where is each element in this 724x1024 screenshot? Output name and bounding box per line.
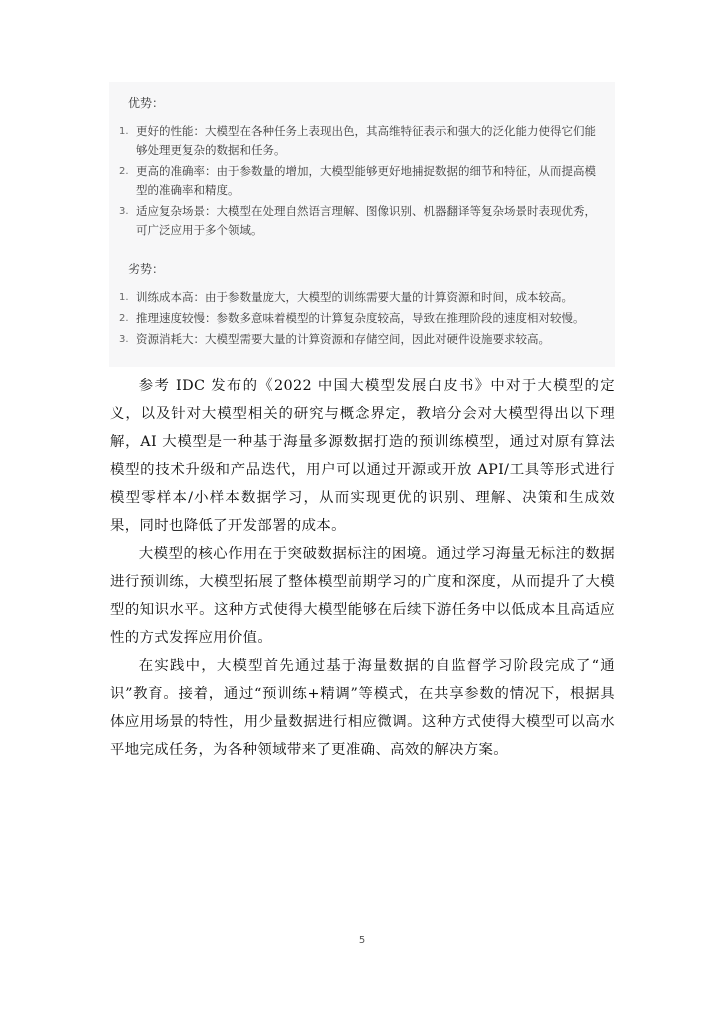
- disadvantages-list: [109, 288, 615, 349]
- list-number: 3.: [119, 334, 129, 345]
- list-item-text: 资源消耗大：大模型需要大量的计算资源和存储空间，因此对硬件设施要求较高。: [136, 332, 550, 346]
- page-number: 5: [358, 935, 366, 946]
- list-item-text: 训练成本高：由于参数量庞大，大模型的训练需要大量的计算资源和时间，成本较高。: [136, 290, 573, 304]
- disadvantages-heading: 劣势：: [128, 262, 165, 276]
- list-item: [109, 288, 615, 307]
- embedded-screenshot: [109, 82, 615, 367]
- list-number: 3.: [119, 206, 129, 217]
- advantages-list: [109, 122, 615, 240]
- list-item-text: 更高的准确率：由于参数量的增加，大模型能够更好地捕捉数据的细节和特征，从而提高模型的准确率和精度。: [136, 164, 596, 197]
- list-item: [109, 202, 615, 240]
- advantages-heading: 优势：: [128, 96, 165, 110]
- paragraph-practice: 在实践中，大模型首先通过基于海量数据的自监督学习阶段完成了“通识”教育。接着，通过“预训练+精调”等模式，在共享参数的情况下，根据具体应用场景的特性，用少量数据进行相应微调。这种方式使得大模型可以高水平地完成任务，为各种领域带来了更准确、高效的解决方案。: [110, 658, 615, 758]
- list-number: 2.: [119, 166, 129, 177]
- list-item-text: 更好的性能：大模型在各种任务上表现出色，其高维特征表示和强大的泛化能力使得它们能够处理更复杂的数据和任务。: [136, 124, 596, 157]
- list-item: [109, 330, 615, 349]
- list-number: 2.: [119, 313, 129, 324]
- list-number: 1.: [119, 126, 129, 137]
- list-item-text: 推理速度较慢：参数多意味着模型的计算复杂度较高，导致在推理阶段的速度相对较慢。: [136, 311, 585, 325]
- list-item-text: 适应复杂场景：大模型在处理自然语言理解、图像识别、机器翻译等复杂场景时表现优秀，可广泛应用于多个领域。: [136, 204, 596, 237]
- list-item: [109, 122, 615, 160]
- list-item: [109, 309, 615, 328]
- list-number: 1.: [119, 292, 129, 303]
- list-item: [109, 162, 615, 200]
- body-text: [110, 372, 615, 764]
- paragraph-core-role: 大模型的核心作用在于突破数据标注的困境。通过学习海量无标注的数据进行预训练，大模型拓展了整体模型前期学习的广度和深度，从而提升了大模型的知识水平。这种方式使得大模型能够在后续下游任务中以低成本且高适应性的方式发挥应用价值。: [110, 546, 615, 646]
- paragraph-definition: 参考 IDC 发布的《2022 中国大模型发展白皮书》中对于大模型的定义，以及针对大模型相关的研究与概念界定，教培分会对大模型得出以下理解，AI 大模型是一种基于海量多源数据打造的预训练模型，通过对原有算法模型的技术升级和产品迭代，用户可以通过开源或开放 API/工具等形式进行模型零样本/小样本数据学习，从而实现更优的识别、理解、决策和生成效果，同时也降低了开发部署的成本。: [110, 378, 615, 534]
